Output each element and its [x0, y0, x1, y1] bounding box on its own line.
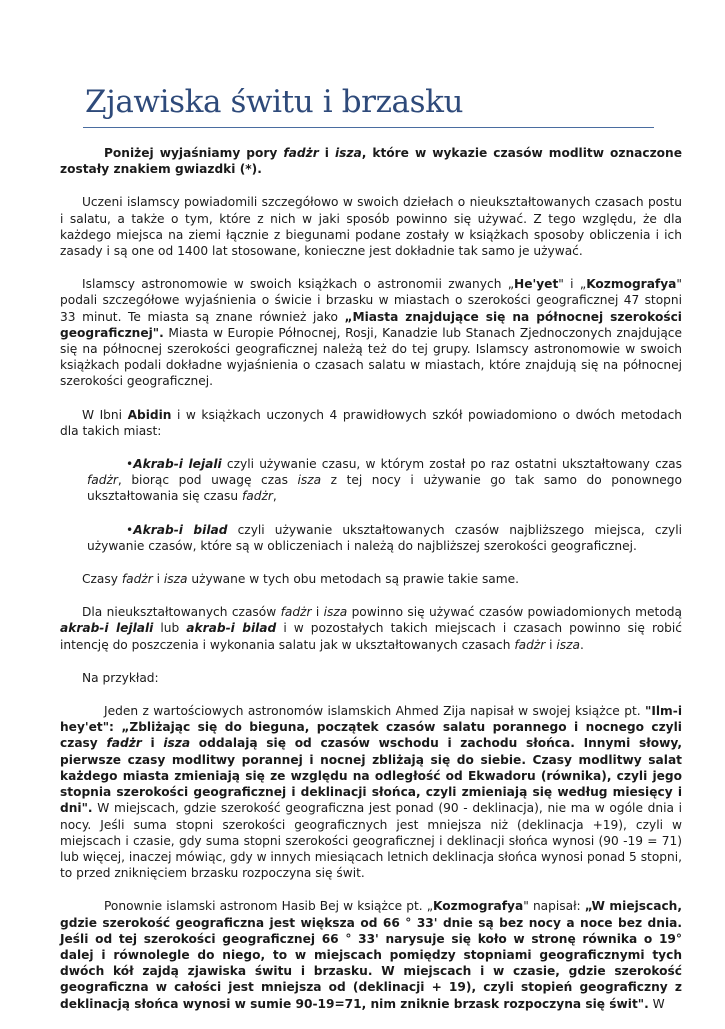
text-span: fadżr [280, 605, 312, 620]
text-span: czyli używanie ukształtowanych czasów najbliższego miejsca, czyli używanie czasów, które są w obliczeniach i należą do najbliższej szerokości geograficznej. [87, 522, 682, 553]
text-span: fadżr [283, 146, 319, 160]
text-span: lub [153, 621, 187, 636]
text-span: , biorąc pod uwagę czas [117, 473, 298, 488]
text-span: He'yet [514, 277, 559, 292]
bullet-icon: • [126, 522, 134, 537]
text-span: „Miasta znajdujące się na północnej szerokości geograficznej". [60, 309, 682, 340]
text-span: i [318, 146, 335, 160]
paragraph-ahmed-zija [60, 703, 682, 881]
text-span: Kozmografya [586, 277, 677, 292]
bullet-akrab-i-bilad [87, 522, 682, 554]
text-span: oddalają się od czasów wschodu i zachodu słońca. Innymi słowy, pierwsze czasy modlitwy porannej i nocnej zbliżają się do siebie. Czasy modlitwy salat każdego miasta zmieniają się ze względu na odległość od Ekwadoru (równika), czyli jego stopnia szerokości geograficznej i deklinacji słońca, czyli zmieniają się według miesięcy i dni". [60, 736, 683, 816]
text-span: i [311, 605, 324, 620]
text-span: isza [297, 473, 322, 488]
paragraph-unformed-times [60, 604, 682, 653]
text-span: isza [163, 572, 188, 587]
text-span: isza [163, 736, 191, 751]
text-span: i w pozostałych takich miejscach i czasach powinno się robić intencję do poszczenia i wykonania salatu jak w ukształtowanych czasach [60, 621, 682, 652]
text-span: akrab-i lejlali [60, 621, 154, 636]
text-span: akrab-i bilad [186, 621, 277, 636]
text-span: isza [556, 637, 580, 652]
text-span: „W miejscach, gdzie szerokość geograficzna jest większa od 66 ° 33' dnie są bez nocy a noce bez dnia. Jeśli od tej szerokości geograficznej 66 ° 33' narysuje się koło w stronę równika o 19° dalej i równolegle do niego, to w miejscach pomiędzy stopniami geograficznymi tych dwóch kół zajdą zjawiska świtu i brzasku. W miejscach i w czasie, gdzie szerokość geograficzna w całości jest mniejsza od (deklinacji + 19), czyli stopień geograficzny z deklinacją słońca wynosi w sumie 90-19=71, nim zniknie brzask rozpoczyna się świt". [60, 899, 682, 1011]
text-span: isza [323, 605, 348, 620]
text-span: Jeden z wartościowych astronomów islamskich Ahmed Zija napisał w swojej książce pt. [104, 704, 645, 719]
paragraph-astronomers [60, 276, 682, 389]
text-span: W [648, 996, 665, 1011]
text-span: "Ilm-i hey'et": „Zbliżając się do bieguna, początek czasów salatu porannego i nocnego czyli czasy [60, 704, 682, 751]
page-title: Zjawiska świtu i brzasku [85, 84, 464, 120]
text-span: i w książkach uczonych 4 prawidłowych szkół powiadomiono o dwóch metodach dla takich miast: [60, 407, 682, 438]
bullet-icon: • [126, 457, 134, 472]
text-span: . [579, 637, 584, 652]
text-span: isza [334, 146, 362, 160]
document-body [60, 145, 682, 1029]
text-span: W miejscach, gdzie szerokość geograficzna jest ponad (90 - deklinacja), nie ma w ogóle dnia i nocy. Jeśli suma stopni szerokości geograficznych jest mniejsza niż (deklinacja +19), czyli w miejscach i czasie, gdy suma stopni szerokości geograficznej i deklinacji słońca wynosi (90 -19 = 71) lub więcej, inaczej mówiąc, gdy w innych miesiącach letnich deklinacja słońca wynosi ponad 5 stopni, to przed zniknięciem brzasku rozpoczyna się świt. [60, 801, 682, 881]
text-span: używane w tych obu metodach są prawie takie same. [187, 572, 520, 587]
text-span: i [545, 637, 557, 652]
text-span: , [272, 489, 277, 504]
text-span: Akrab-i bilad [133, 522, 228, 537]
text-span: fadżr [87, 473, 118, 488]
text-span: Islamscy astronomowie w swoich książkach o astronomii zwanych „ [82, 277, 515, 292]
text-span: Czasy [82, 572, 122, 587]
text-span: " napisał: [523, 899, 585, 914]
text-span: " podali szczegółowe wyjaśnienia o świcie i brzasku w miastach o szerokości geograficznej 47 stopni 33 minut. Te miasta są znane również jako [60, 277, 682, 324]
paragraph-hasib-bej [60, 898, 682, 1011]
text-span: fadżr [121, 572, 153, 587]
text-span: Kozmografya [433, 899, 524, 914]
text-span: fadżr [106, 736, 142, 751]
paragraph-example-label: Na przykład: [82, 670, 159, 685]
text-span: Miasta w Europie Północnej, Rosji, Kanadzie lub Stanach Zjednoczonych znajdujące się na północnej szerokości geograficznej należą też do tej grupy. Islamscy astronomowie w swoich książkach podali dokładne wyjaśnienia o czasach salatu w miastach, które znajdują się na północnej szerokości geograficznej. [60, 325, 682, 389]
text-span: czyli używanie czasu, w którym został po raz ostatni ukształtowany czas [221, 457, 682, 472]
title-underline [83, 127, 654, 128]
text-span: i [152, 572, 164, 587]
bullet-akrab-i-lejali [87, 456, 682, 505]
text-span: Abidin [127, 407, 172, 422]
text-span: i [141, 736, 164, 751]
text-span: Ponownie islamski astronom Hasib Bej w książce pt. „ [104, 899, 434, 914]
paragraph-times-same [60, 571, 682, 587]
text-span: Dla nieukształtowanych czasów [82, 605, 281, 620]
paragraph-ibni-abidin [60, 407, 682, 439]
paragraph-scholars: Uczeni islamscy powiadomili szczegółowo w swoich dziełach o nieukształtowanych czasach postu i salatu, a także o tym, które z nich w jaki sposób powinno się używać. Z tego względu, że dla każdego miejsca na ziemi łącznie z biegunami podane zostały w książkach sposoby obliczenia i ich zasady i są one od 1400 lat stosowane, konieczne jest dokładnie tak samo je używać. [60, 195, 682, 259]
text-span: " i „ [558, 277, 587, 292]
text-span: , które w wykazie czasów modlitw oznaczone zostały znakiem gwiazdki (*). [60, 146, 682, 177]
text-span: Akrab-i lejali [133, 457, 222, 472]
text-span: fadżr [514, 637, 546, 652]
intro-paragraph [60, 145, 682, 177]
text-span: W Ibni [82, 407, 128, 422]
text-span: z tej nocy i używanie go tak samo do ponownego ukształtowania się czasu [87, 473, 682, 504]
text-span: powinno się używać czasów powiadomionych metodą [347, 605, 682, 620]
text-span: fadżr [242, 489, 273, 504]
text-span: Poniżej wyjaśniamy pory [104, 146, 284, 160]
